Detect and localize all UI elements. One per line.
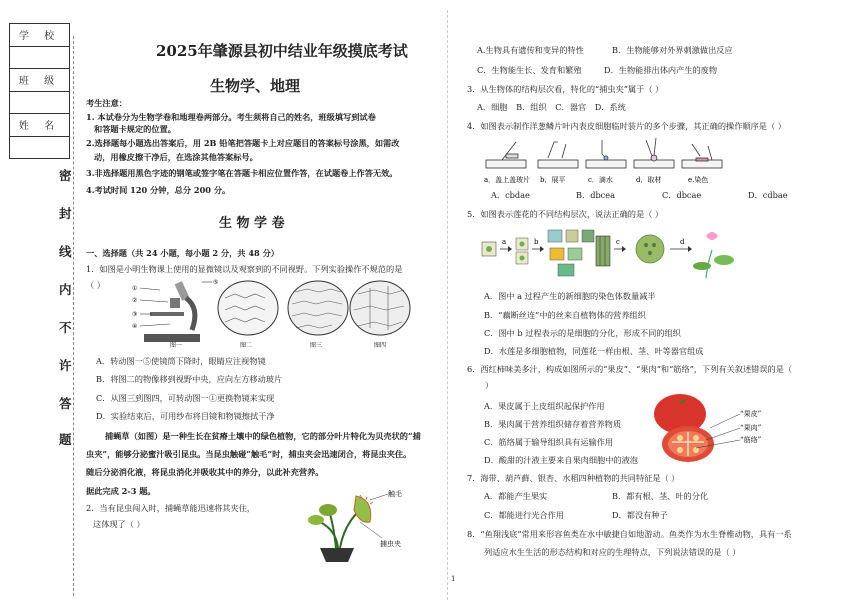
- class-label: 班 级: [10, 69, 70, 92]
- fig-num: ④: [132, 323, 138, 330]
- field-of-view-2: [218, 281, 278, 335]
- name-label: 姓 名: [10, 114, 70, 137]
- fig-letter: d: [680, 238, 685, 246]
- seal-char: 封: [59, 206, 72, 221]
- seal-char: 不: [59, 320, 72, 335]
- q5-option-d: D．水莲是多细胞植物，同莲花一样由根、茎、叶等器官组成: [484, 346, 704, 356]
- slide-prep-figure: [482, 136, 732, 186]
- exam-title: 2025年肇源县初中结业年级摸底考试: [156, 42, 408, 60]
- fig-label: 图三: [310, 342, 323, 349]
- q3-stem: 3．从生物体的结构层次看，特化的“捕虫夹”属于（ ）: [467, 84, 664, 94]
- q6-stem: 6．西红柿味美多汁，构成如图所示的“果皮”、“果肉”和“筋络”，下列有关叙述错误的是（: [467, 364, 793, 374]
- q6-stem-paren: ）: [485, 380, 494, 390]
- q4-option-d: D．cdbae: [748, 190, 788, 200]
- class-blank[interactable]: [10, 91, 70, 114]
- passage-line: 虫夹”，能够分泌蜜汁吸引昆虫。当昆虫触碰“触毛”时，捕虫夹会迅速闭合，将昆虫夹住。: [86, 449, 412, 459]
- seal-char: 许: [59, 358, 72, 373]
- q1-option-a: A．转动图一⑤使镜筒下降时，眼睛应注视物镜: [96, 356, 266, 366]
- q2-option-a: A.生物具有遗传和变异的特性: [477, 45, 584, 55]
- q7-stem: 7．海带、葫芦藓、银杏、水稻四种植物的共同特征是（ ）: [467, 473, 680, 483]
- fig-num: ⑤: [213, 279, 219, 286]
- column-divider: [447, 10, 448, 600]
- seal-dashed-line: [73, 36, 74, 596]
- tissue-icon: [548, 230, 594, 276]
- peel-label: “果皮”: [740, 410, 762, 418]
- step-label: a．盖上盖玻片: [484, 176, 531, 184]
- q7-option-a: A．都能产生果实: [484, 491, 548, 501]
- field-of-view-4: [350, 281, 410, 335]
- seal-char: 线: [59, 244, 72, 259]
- student-info-table: [9, 23, 70, 159]
- passage-line: 据此完成 2-3 题。: [86, 486, 156, 496]
- q2-option-d: D．生物能排出体内产生的废物: [604, 65, 718, 75]
- q5-option-a: A．图中 a 过程产生的新细胞的染色体数量减半: [484, 291, 656, 301]
- seal-char: 题: [59, 432, 72, 447]
- slide-step-icon: [486, 138, 722, 168]
- notice-item: 3.非选择题用黑色字迹的钢笔或签字笔在答题卡相应位置作答，在试题卷上作答无效。: [86, 168, 398, 178]
- fig-num: ①: [132, 285, 138, 292]
- q6-option-b: B．果肉属于营养组织储存着营养物质: [484, 419, 622, 429]
- tomato-icon: [654, 394, 714, 462]
- fig-label: 图一: [170, 342, 183, 349]
- seal-char: 答: [59, 396, 72, 411]
- q1-stem-paren: （ ）: [86, 280, 105, 290]
- q1-option-d: D．实验结束后，可用纱布将目镜和物镜擦拭干净: [96, 411, 275, 421]
- q5-stem: 5．如图表示莲花的不同结构层次，说法正确的是（ ）: [467, 209, 664, 219]
- seal-char: 内: [59, 282, 72, 297]
- fig-label: 图二: [240, 342, 253, 349]
- q6-option-a: A．果皮属于上皮组织起保护作用: [484, 401, 605, 411]
- tomato-figure: [650, 392, 780, 464]
- step-label: d．取材: [636, 176, 662, 184]
- q7-option-c: C．都能进行光合作用: [484, 510, 564, 520]
- q7-option-b: B．都有根、茎、叶的分化: [612, 491, 709, 501]
- lotus-plant-icon: [693, 232, 734, 278]
- step-label: c．滴水: [588, 176, 613, 184]
- q2-option-c: C．生物能生长、发育和繁殖: [477, 65, 582, 75]
- exam-subtitle: 生物学、地理: [210, 77, 301, 95]
- name-blank[interactable]: [10, 136, 70, 159]
- seal-char: 密: [59, 168, 72, 183]
- section-title: 生 物 学 卷: [219, 216, 285, 231]
- q7-option-d: D．都没有种子: [612, 510, 668, 520]
- q4-stem: 4．如图表示制作洋葱鳞片叶内表皮细胞临时装片的多个步骤，其正确的操作顺序是（ ）: [467, 121, 786, 131]
- notice-heading: 考生注意：: [86, 98, 127, 108]
- lotus-levels-figure: [480, 226, 740, 282]
- q5-option-c: C．图中 b 过程表示的是细胞的分化，形成不同的组织: [484, 328, 681, 338]
- q2-stem: 2．当有昆虫闯入时，捕蝇草能迅速将其夹住，: [86, 503, 255, 513]
- microscope-icon: [140, 281, 212, 342]
- field-of-view-3: [288, 281, 348, 335]
- q1-option-c: C．从图三到图四，可转动图一①更换物镜来实现: [96, 393, 275, 403]
- q5-option-b: B．“藕断丝连”中的丝来自植物体的营养组织: [484, 310, 646, 320]
- q3-options: A．细胞 B．组织 C．器官 D．系统: [477, 102, 626, 112]
- notice-item: 和答题卡规定的位置。: [94, 124, 176, 134]
- q1-stem: 1．如图是小明生物课上使用的显微镜以及观察到的不同视野。下列实验操作不规范的是: [86, 264, 403, 274]
- flytrap-icon: [320, 548, 354, 562]
- step-label: e.染色: [688, 176, 709, 184]
- q2-stem-paren: 这体现了（ ）: [93, 519, 145, 529]
- fig-num: ③: [132, 311, 138, 318]
- fig-label: 图四: [374, 342, 387, 349]
- pulp-label: “果肉”: [740, 424, 762, 432]
- organ-icon: [636, 235, 664, 263]
- q8-stem: 8．“鱼翔浅底”常用来形容鱼类在水中敏捷自如地游动。鱼类作为水生脊椎动物，具有一系: [467, 529, 792, 539]
- notice-item: 4.考试时间 120 分钟，总分 200 分。: [86, 185, 231, 195]
- step-label: b．展平: [540, 176, 566, 184]
- notice-item: 动，用橡皮擦干净后，在选涂其他答案标号。: [94, 152, 258, 162]
- notice-item: 2.选择题每小题选出答案后，用 2B 铅笔把答题卡上对应题目的答案标号涂黑，如需改: [86, 138, 400, 148]
- fig-num: ②: [132, 297, 138, 304]
- fig-letter: a: [502, 238, 507, 246]
- q2-option-b: B．生物能够对外界刺激做出反应: [612, 45, 733, 55]
- flytrap-figure: [300, 488, 420, 562]
- fig-letter: b: [534, 238, 539, 246]
- stem-icon: [596, 236, 610, 266]
- part-heading: 一、选择题（共 24 小题，每小题 2 分，共 48 分）: [86, 248, 279, 258]
- q4-option-b: B．dbcea: [576, 190, 615, 200]
- q4-option-a: A．cbdae: [491, 190, 530, 200]
- fig-letter: c: [616, 238, 620, 246]
- vein-label: “筋络”: [740, 436, 762, 444]
- q6-option-c: C．筋络属于输导组织具有运输作用: [484, 437, 614, 447]
- notice-item: 1. 本试卷分为生物学卷和地理卷两部分。考生须将自己的姓名，班级填写到试卷: [86, 112, 376, 122]
- q1-option-b: B．将图二的物像移到视野中央，应向左方移动玻片: [96, 374, 283, 384]
- cell-icon: [482, 242, 496, 256]
- school-blank[interactable]: [10, 46, 70, 69]
- passage-line: 捕蝇草（如图）是一种生长在贫瘠土壤中的绿色植物，它的部分叶片特化为贝壳状的“捕: [105, 431, 421, 441]
- q8-stem-line2: 列适应水生生活的形态结构和对应的生理特点，下列说法错误的是（ ）: [484, 547, 741, 557]
- q6-option-d: D．酸甜的汁液主要来自果肉细胞中的液泡: [484, 455, 638, 465]
- microscope-figure: [130, 278, 410, 348]
- school-label: 学 校: [10, 24, 70, 47]
- q4-option-c: C．dbcae: [662, 190, 702, 200]
- page-number: 1: [451, 575, 456, 583]
- trap-label: 捕虫夹: [380, 540, 401, 548]
- hair-label: 触毛: [388, 490, 402, 498]
- passage-line: 随后分泌消化液，将昆虫消化并吸收其中的养分，以此补充营养。: [86, 467, 324, 477]
